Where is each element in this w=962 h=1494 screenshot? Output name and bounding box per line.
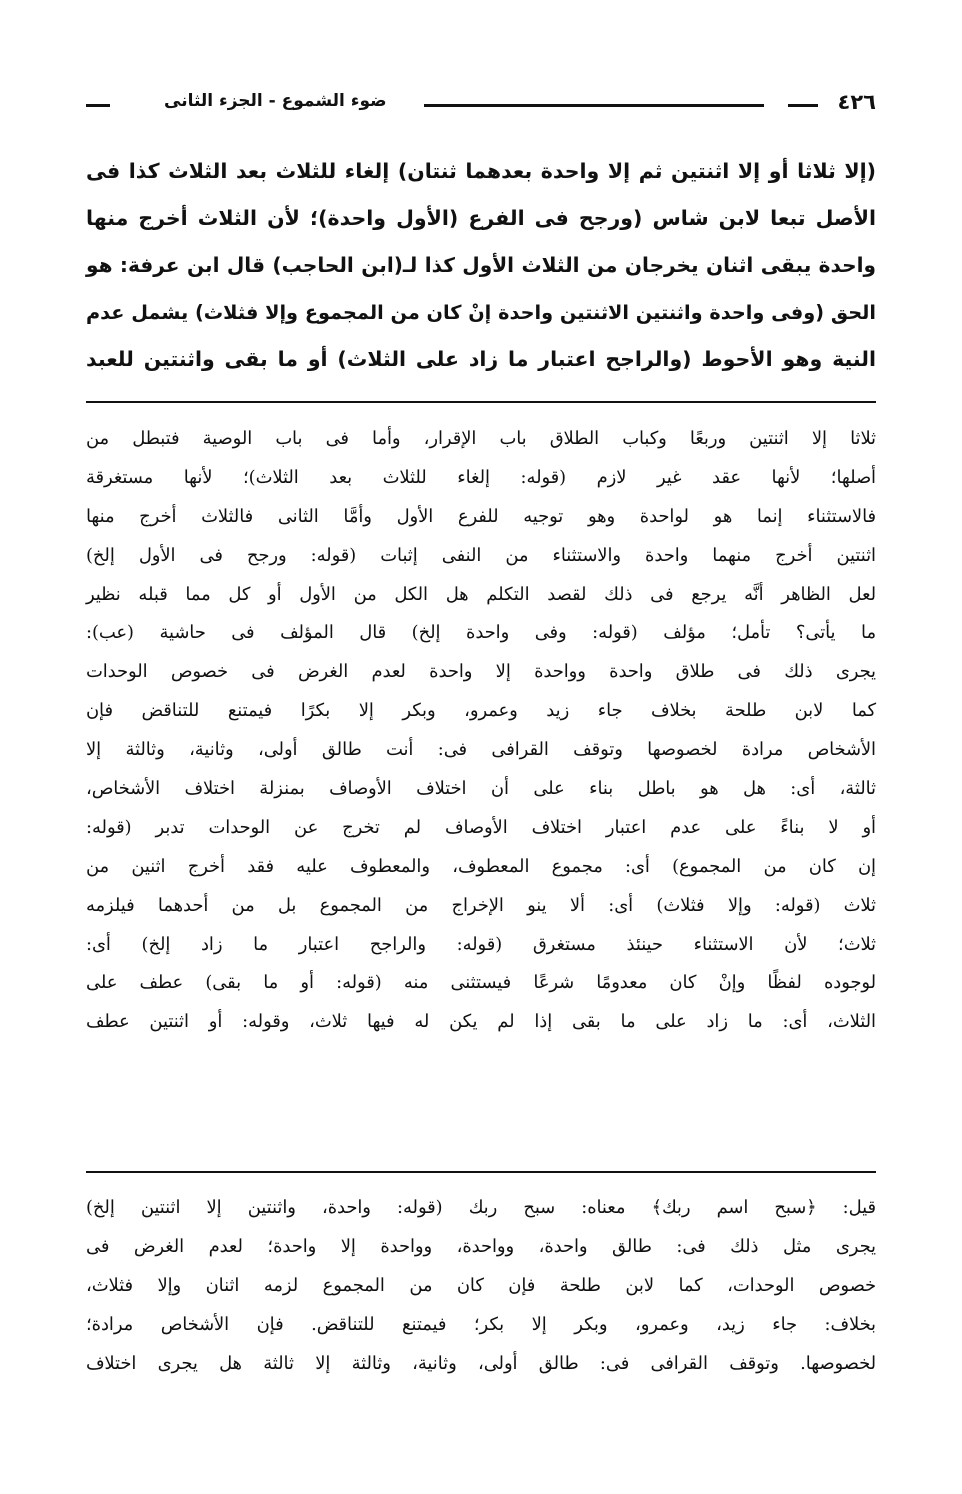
page-header <box>86 88 876 118</box>
main-text-line: الأصل تبعا لابن شاس (ورجح فى الفرع (الأول واحدة)؛ لأن الثلاث أخرج منها <box>86 206 876 230</box>
footnote-divider <box>86 1171 876 1173</box>
page-number: ٤٢٦ <box>837 90 876 114</box>
main-text-line: (إلا ثلاثا أو إلا اثنتين ثم إلا واحدة بعدهما ثنتان) إلغاء للثلاث بعد الثلاث كذا فى <box>86 159 876 183</box>
commentary-line: فالاستثناء إنما هو لواحدة وهو توجيه للفرع الأول وأمَّا الثانى فالثلاث أخرج منها <box>86 505 876 527</box>
main-text-line: النية وهو الأحوط (والراجح اعتبار ما زاد على الثلاث) أو ما بقى واثنتين للعبد <box>86 347 876 371</box>
commentary-line: الثلاث، أى: ما زاد على ما بقى إذا لم يكن له فيها ثلاث، وقوله: أو اثنتين عطف <box>86 1011 876 1033</box>
commentary-line: أو لا بناءً على عدم اعتبار اختلاف الأوصاف لم تخرج عن الوحدات تدبر (قوله: <box>86 816 876 838</box>
commentary-line: أصلها؛ لأنها عقد غير لازم (قوله: إلغاء للثلاث بعد الثلاث)؛ لأنها مستغرقة <box>86 466 876 488</box>
header-rule-middle <box>424 104 764 107</box>
commentary-line: لعل الظاهر أنَّه يرجع فى ذلك لقصد التكلم هل الكل من الأول أو كل مما قبله نظير <box>86 583 876 605</box>
main-text-line: واحدة يبقى اثنان يخرجان من الثلاث الأول كذا لـ(ابن الحاجب) قال ابن عرفة: هو <box>86 253 876 277</box>
commentary-line: ثلاث؛ لأن الاستثناء حينئذ مستغرق (قوله: والراجح اعتبار ما زاد إلخ) أى: <box>86 933 876 955</box>
main-text <box>86 148 876 383</box>
commentary-line: لوجوده لفظًا وإنْ كان معدومًا شرعًا فيستثنى منه (قوله: أو ما بقى) عطف على <box>86 972 876 994</box>
commentary-line: كما لابن طلحة بخلاف جاء زيد وعمرو، وبكر إلا بكرًا فيمتنع للتناقض فإن <box>86 700 876 722</box>
footnote-line: بخلاف: جاء زيد، وعمرو، وبكر إلا بكر؛ فيمتنع للتناقض. فإن الأشخاص مرادة؛ <box>86 1314 876 1335</box>
footnote-section <box>86 1188 876 1383</box>
header-rule-left <box>86 104 110 107</box>
main-text-line: الحق (وفى واحدة واثنتين الاثنتين واحدة إنْ كان من المجموع وإلا فثلاث) يشمل عدم <box>86 301 876 324</box>
commentary-line: ما يأتى؟ تأمل؛ مؤلف (قوله: وفى واحدة إلخ) قال المؤلف فى حاشية (عب): <box>86 622 876 644</box>
running-title: ضوء الشموع - الجزء الثانى <box>164 91 387 111</box>
section-divider <box>86 401 876 403</box>
footnote-line: لخصوصها. وتوقف القرافى فى: طالق أولى، وثانية، وثالثة إلا ثالثة هل يجرى اختلاف <box>86 1353 876 1374</box>
commentary-line: ثالثة، أى: هل هو باطل بناء على أن اختلاف الأوصاف بمنزلة اختلاف الأشخاص، <box>86 778 876 800</box>
footnote-line: خصوص الوحدات، كما لابن طلحة فإن كان من المجموع لزمه اثنان وإلا فثلاث، <box>86 1275 876 1296</box>
commentary-line: يجرى ذلك فى طلاق واحدة وواحدة إلا واحدة لعدم الغرض فى خصوص الوحدات <box>86 661 876 683</box>
commentary-line: اثنتين أخرج منهما واحدة والاستثناء من النفى إثبات (قوله: ورجح فى الأول إلخ) <box>86 544 876 566</box>
footnote-line: يجرى مثل ذلك فى: طالق واحدة، وواحدة، وواحدة إلا واحدة؛ لعدم الغرض فى <box>86 1236 876 1257</box>
commentary-line: ثلاث (قوله: وإلا فثلاث) أى: ألا ينو الإخراج من المجموع بل من أحدهما فيلزمه <box>86 894 876 916</box>
header-rule-right <box>788 104 818 107</box>
commentary-line: الأشخاص مرادة لخصوصها وتوقف القرافى فى: أنت طالق أولى، وثانية، وثالثة إلا <box>86 739 876 761</box>
footnote-line: قيل: ﴿سبح اسم ربك﴾ معناه: سبح ربك (قوله: واحدة، واثنتين إلا اثنتين إلخ) <box>86 1197 876 1218</box>
commentary-line: إن كان من المجموع) أى: مجموع المعطوف، والمعطوف عليه فقد أخرج اثنين من <box>86 855 876 877</box>
commentary-section <box>86 420 876 1042</box>
commentary-line: ثلاثا إلا اثنتين وربعًا وكباب الطلاق باب الإقرار، وأما فى باب الوصية فتبطل من <box>86 428 876 449</box>
